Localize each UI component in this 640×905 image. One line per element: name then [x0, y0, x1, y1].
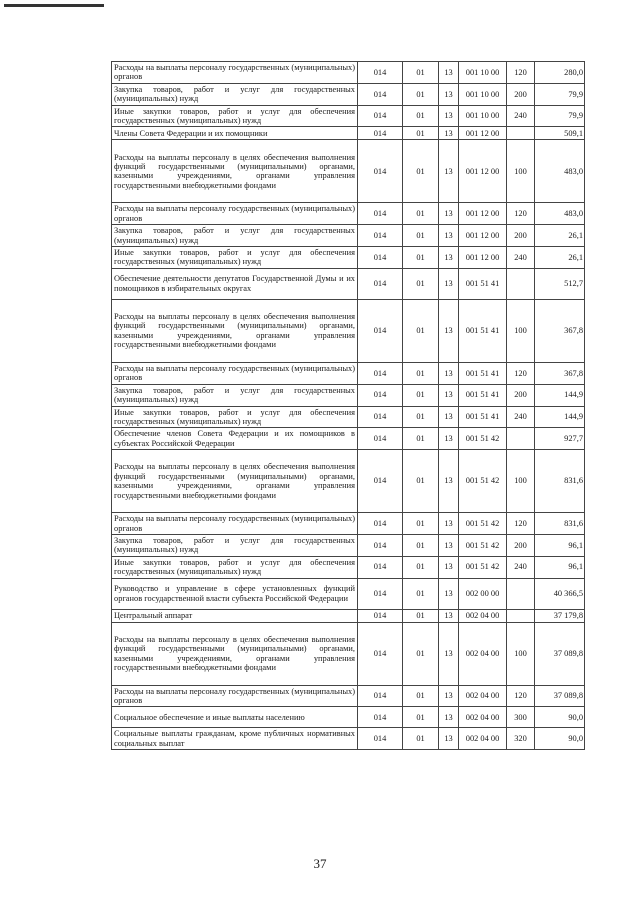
expense-type-cell: 200 — [507, 384, 535, 406]
table-row — [112, 534, 585, 556]
amount-cell: 26,1 — [535, 225, 585, 247]
target-article-cell: 001 51 42 — [459, 450, 507, 513]
ministry-code-cell: 014 — [358, 362, 403, 384]
target-article-cell: 002 00 00 — [459, 578, 507, 609]
table-row — [112, 685, 585, 707]
row-name-cell: Обеспечение членов Совета Федерации и их помощников в субъектах Российской Федерации — [112, 428, 358, 450]
row-name-cell: Расходы на выплаты персоналу в целях обеспечения выполнения функций государственными (муниципальными) органами, казенными учреждениями, органами управления государственными внебюджетными фондами — [112, 299, 358, 362]
table-body — [112, 62, 585, 750]
table-row — [112, 428, 585, 450]
section-code-cell: 01 — [403, 140, 439, 203]
target-article-cell: 001 51 41 — [459, 268, 507, 299]
row-name-cell: Закупка товаров, работ и услуг для государственных (муниципальных) нужд — [112, 534, 358, 556]
amount-cell: 280,0 — [535, 62, 585, 84]
table-row — [112, 578, 585, 609]
amount-cell: 512,7 — [535, 268, 585, 299]
amount-cell: 90,0 — [535, 728, 585, 750]
expense-type-cell — [507, 578, 535, 609]
expense-type-cell: 200 — [507, 225, 535, 247]
ministry-code-cell: 014 — [358, 450, 403, 513]
table-row — [112, 450, 585, 513]
target-article-cell: 001 51 42 — [459, 428, 507, 450]
subsection-code-cell: 13 — [439, 450, 459, 513]
table-row — [112, 622, 585, 685]
table-row — [112, 384, 585, 406]
ministry-code-cell: 014 — [358, 268, 403, 299]
row-name-cell: Иные закупки товаров, работ и услуг для обеспечения государственных (муниципальных) нужд — [112, 406, 358, 428]
subsection-code-cell: 13 — [439, 685, 459, 707]
target-article-cell: 001 51 42 — [459, 513, 507, 535]
subsection-code-cell: 13 — [439, 384, 459, 406]
amount-cell: 37 089,8 — [535, 622, 585, 685]
amount-cell: 831,6 — [535, 513, 585, 535]
ministry-code-cell: 014 — [358, 83, 403, 105]
ministry-code-cell: 014 — [358, 299, 403, 362]
section-code-cell: 01 — [403, 62, 439, 84]
amount-cell: 40 366,5 — [535, 578, 585, 609]
expense-type-cell: 240 — [507, 247, 535, 269]
section-code-cell: 01 — [403, 685, 439, 707]
ministry-code-cell: 014 — [358, 609, 403, 622]
ministry-code-cell: 014 — [358, 225, 403, 247]
target-article-cell: 002 04 00 — [459, 685, 507, 707]
section-code-cell: 01 — [403, 247, 439, 269]
section-code-cell: 01 — [403, 428, 439, 450]
page-number: 37 — [313, 856, 327, 871]
row-name-cell: Закупка товаров, работ и услуг для государственных (муниципальных) нужд — [112, 384, 358, 406]
target-article-cell: 001 10 00 — [459, 62, 507, 84]
subsection-code-cell: 13 — [439, 609, 459, 622]
expense-type-cell: 100 — [507, 450, 535, 513]
subsection-code-cell: 13 — [439, 728, 459, 750]
ministry-code-cell: 014 — [358, 406, 403, 428]
target-article-cell: 001 10 00 — [459, 83, 507, 105]
amount-cell: 831,6 — [535, 450, 585, 513]
ministry-code-cell: 014 — [358, 707, 403, 728]
ministry-code-cell: 014 — [358, 140, 403, 203]
section-code-cell: 01 — [403, 203, 439, 225]
ministry-code-cell: 014 — [358, 556, 403, 578]
ministry-code-cell: 014 — [358, 247, 403, 269]
section-code-cell: 01 — [403, 105, 439, 127]
expense-type-cell: 240 — [507, 406, 535, 428]
table-row — [112, 707, 585, 728]
amount-cell: 144,9 — [535, 384, 585, 406]
table-row — [112, 362, 585, 384]
target-article-cell: 001 51 41 — [459, 406, 507, 428]
ministry-code-cell: 014 — [358, 62, 403, 84]
table-row — [112, 406, 585, 428]
amount-cell: 367,8 — [535, 299, 585, 362]
target-article-cell: 001 51 41 — [459, 299, 507, 362]
row-name-cell: Расходы на выплаты персоналу государственных (муниципальных) органов — [112, 203, 358, 225]
target-article-cell: 001 12 00 — [459, 247, 507, 269]
section-code-cell: 01 — [403, 728, 439, 750]
amount-cell: 483,0 — [535, 140, 585, 203]
expense-type-cell: 120 — [507, 685, 535, 707]
section-code-cell: 01 — [403, 362, 439, 384]
target-article-cell: 001 12 00 — [459, 127, 507, 140]
subsection-code-cell: 13 — [439, 556, 459, 578]
subsection-code-cell: 13 — [439, 105, 459, 127]
ministry-code-cell: 014 — [358, 428, 403, 450]
expense-type-cell — [507, 268, 535, 299]
target-article-cell: 001 12 00 — [459, 225, 507, 247]
section-code-cell: 01 — [403, 534, 439, 556]
table-row — [112, 268, 585, 299]
table-row — [112, 247, 585, 269]
table-row — [112, 140, 585, 203]
ministry-code-cell: 014 — [358, 728, 403, 750]
subsection-code-cell: 13 — [439, 299, 459, 362]
section-code-cell: 01 — [403, 225, 439, 247]
target-article-cell: 001 51 41 — [459, 362, 507, 384]
row-name-cell: Социальные выплаты гражданам, кроме публичных нормативных социальных выплат — [112, 728, 358, 750]
subsection-code-cell: 13 — [439, 513, 459, 535]
table-row — [112, 609, 585, 622]
table-row — [112, 62, 585, 84]
row-name-cell: Иные закупки товаров, работ и услуг для обеспечения государственных (муниципальных) нужд — [112, 556, 358, 578]
amount-cell: 483,0 — [535, 203, 585, 225]
expense-type-cell: 100 — [507, 140, 535, 203]
amount-cell: 79,9 — [535, 83, 585, 105]
row-name-cell: Руководство и управление в сфере установленных функций органов государственной власти субъекта Российской Федерации — [112, 578, 358, 609]
subsection-code-cell: 13 — [439, 428, 459, 450]
section-code-cell: 01 — [403, 406, 439, 428]
row-name-cell: Расходы на выплаты персоналу в целях обеспечения выполнения функций государственными (муниципальными) органами, казенными учреждениями, органами управления государственными внебюджетными фондами — [112, 140, 358, 203]
expense-type-cell: 200 — [507, 534, 535, 556]
section-code-cell: 01 — [403, 268, 439, 299]
target-article-cell: 001 51 42 — [459, 556, 507, 578]
subsection-code-cell: 13 — [439, 622, 459, 685]
expense-type-cell: 100 — [507, 622, 535, 685]
row-name-cell: Расходы на выплаты персоналу государственных (муниципальных) органов — [112, 513, 358, 535]
table-row — [112, 225, 585, 247]
expense-type-cell: 120 — [507, 62, 535, 84]
table-row — [112, 513, 585, 535]
subsection-code-cell: 13 — [439, 578, 459, 609]
row-name-cell: Социальное обеспечение и иные выплаты населению — [112, 707, 358, 728]
ministry-code-cell: 014 — [358, 685, 403, 707]
amount-cell: 90,0 — [535, 707, 585, 728]
amount-cell: 96,1 — [535, 534, 585, 556]
amount-cell: 144,9 — [535, 406, 585, 428]
target-article-cell: 002 04 00 — [459, 622, 507, 685]
target-article-cell: 001 51 42 — [459, 534, 507, 556]
section-code-cell: 01 — [403, 127, 439, 140]
subsection-code-cell: 13 — [439, 362, 459, 384]
target-article-cell: 001 51 41 — [459, 384, 507, 406]
section-code-cell: 01 — [403, 299, 439, 362]
subsection-code-cell: 13 — [439, 707, 459, 728]
row-name-cell: Расходы на выплаты персоналу государственных (муниципальных) органов — [112, 62, 358, 84]
expense-type-cell — [507, 428, 535, 450]
section-code-cell: 01 — [403, 556, 439, 578]
budget-table — [111, 61, 585, 750]
table-row — [112, 728, 585, 750]
ministry-code-cell: 014 — [358, 127, 403, 140]
amount-cell: 37 089,8 — [535, 685, 585, 707]
subsection-code-cell: 13 — [439, 83, 459, 105]
ministry-code-cell: 014 — [358, 513, 403, 535]
target-article-cell: 002 04 00 — [459, 609, 507, 622]
row-name-cell: Расходы на выплаты персоналу в целях обеспечения выполнения функций государственными (муниципальными) органами, казенными учреждениями, органами управления государственными внебюджетными фондами — [112, 622, 358, 685]
expense-type-cell: 120 — [507, 362, 535, 384]
target-article-cell: 001 12 00 — [459, 203, 507, 225]
target-article-cell: 002 04 00 — [459, 728, 507, 750]
subsection-code-cell: 13 — [439, 406, 459, 428]
table-row — [112, 299, 585, 362]
row-name-cell: Закупка товаров, работ и услуг для государственных (муниципальных) нужд — [112, 225, 358, 247]
row-name-cell: Расходы на выплаты персоналу в целях обеспечения выполнения функций государственными (муниципальными) органами, казенными учреждениями, органами управления государственными внебюджетными фондами — [112, 450, 358, 513]
expense-type-cell: 120 — [507, 513, 535, 535]
amount-cell: 96,1 — [535, 556, 585, 578]
table-row — [112, 83, 585, 105]
row-name-cell: Расходы на выплаты персоналу государственных (муниципальных) органов — [112, 362, 358, 384]
target-article-cell: 001 10 00 — [459, 105, 507, 127]
row-name-cell: Расходы на выплаты персоналу государственных (муниципальных) органов — [112, 685, 358, 707]
top-rule — [4, 4, 104, 7]
section-code-cell: 01 — [403, 384, 439, 406]
subsection-code-cell: 13 — [439, 225, 459, 247]
amount-cell: 367,8 — [535, 362, 585, 384]
expense-type-cell: 100 — [507, 299, 535, 362]
table-row — [112, 127, 585, 140]
amount-cell: 79,9 — [535, 105, 585, 127]
subsection-code-cell: 13 — [439, 534, 459, 556]
subsection-code-cell: 13 — [439, 127, 459, 140]
ministry-code-cell: 014 — [358, 203, 403, 225]
table-row — [112, 556, 585, 578]
expense-type-cell — [507, 127, 535, 140]
section-code-cell: 01 — [403, 513, 439, 535]
row-name-cell: Члены Совета Федерации и их помощники — [112, 127, 358, 140]
row-name-cell: Иные закупки товаров, работ и услуг для обеспечения государственных (муниципальных) нужд — [112, 105, 358, 127]
section-code-cell: 01 — [403, 83, 439, 105]
section-code-cell: 01 — [403, 622, 439, 685]
target-article-cell: 002 04 00 — [459, 707, 507, 728]
expense-type-cell — [507, 609, 535, 622]
subsection-code-cell: 13 — [439, 140, 459, 203]
expense-type-cell: 300 — [507, 707, 535, 728]
section-code-cell: 01 — [403, 609, 439, 622]
ministry-code-cell: 014 — [358, 384, 403, 406]
row-name-cell: Центральный аппарат — [112, 609, 358, 622]
subsection-code-cell: 13 — [439, 203, 459, 225]
section-code-cell: 01 — [403, 450, 439, 513]
amount-cell: 26,1 — [535, 247, 585, 269]
expense-type-cell: 240 — [507, 105, 535, 127]
row-name-cell: Закупка товаров, работ и услуг для государственных (муниципальных) нужд — [112, 83, 358, 105]
amount-cell: 927,7 — [535, 428, 585, 450]
subsection-code-cell: 13 — [439, 62, 459, 84]
expense-type-cell: 120 — [507, 203, 535, 225]
section-code-cell: 01 — [403, 578, 439, 609]
expense-type-cell: 200 — [507, 83, 535, 105]
subsection-code-cell: 13 — [439, 247, 459, 269]
amount-cell: 509,1 — [535, 127, 585, 140]
section-code-cell: 01 — [403, 707, 439, 728]
amount-cell: 37 179,8 — [535, 609, 585, 622]
ministry-code-cell: 014 — [358, 105, 403, 127]
row-name-cell: Иные закупки товаров, работ и услуг для обеспечения государственных (муниципальных) нужд — [112, 247, 358, 269]
table-row — [112, 203, 585, 225]
expense-type-cell: 240 — [507, 556, 535, 578]
target-article-cell: 001 12 00 — [459, 140, 507, 203]
ministry-code-cell: 014 — [358, 578, 403, 609]
expense-type-cell: 320 — [507, 728, 535, 750]
ministry-code-cell: 014 — [358, 622, 403, 685]
ministry-code-cell: 014 — [358, 534, 403, 556]
row-name-cell: Обеспечение деятельности депутатов Государственной Думы и их помощников в избирательных округах — [112, 268, 358, 299]
table-row — [112, 105, 585, 127]
subsection-code-cell: 13 — [439, 268, 459, 299]
